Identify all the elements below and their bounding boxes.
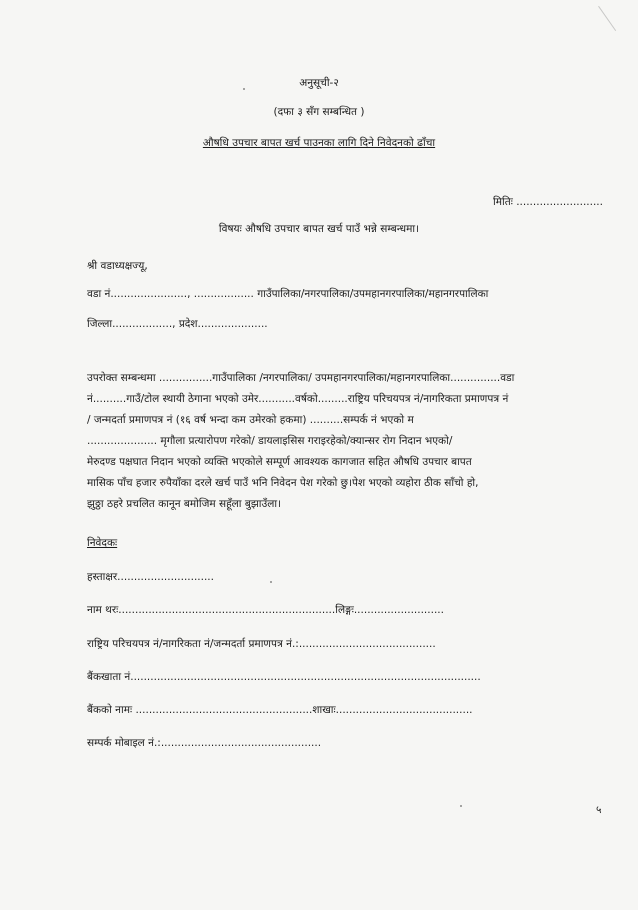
section-reference: (दफा ३ सँग सम्बन्धित ) — [273, 106, 365, 118]
date-line: मितिः .......................... — [493, 196, 603, 208]
mobile-line: सम्पर्क मोबाइल नं.:................................................ — [87, 737, 322, 749]
subject-line: विषयः औषधि उपचार बापत खर्च पाउँ भन्ने सम्बन्धमा। — [218, 223, 420, 235]
body-line: उपरोक्त सम्बन्धमा ................गाउँपालिका /नगरपालिका/ उपमहानगरपालिका/महानगरपालिका...............वडा — [87, 372, 515, 384]
signature-line: हस्ताक्षर............................. — [87, 571, 214, 583]
scan-speck — [243, 88, 245, 90]
salutation: श्री वडाध्यक्षज्यू, — [87, 260, 148, 272]
name-gender-line: नाम थरः.................................................................लिङ्गः........................... — [87, 604, 444, 616]
schedule-heading: अनुसूची-२ — [299, 77, 339, 89]
body-line: झुठ्ठा ठहरे प्रचलित कानून बमोजिम सहूँला बुझाउँला। — [87, 498, 282, 510]
applicant-heading-text: निवेदकः — [87, 537, 118, 549]
body-line: नं..........गाउँ/टोल स्थायी ठेगाना भएको उमेर...........वर्षको.........राष्ट्रिय परिचयपत्र नं/नागरिकता प्रमाणपत्र नं — [87, 393, 509, 405]
page-corner-mark — [598, 0, 638, 31]
scan-speck — [460, 805, 462, 807]
body-line: / जन्मदर्ता प्रमाणपत्र नं (१६ वर्ष भन्दा कम उमेरको हकमा) ..........सम्पर्क नं भएको म — [87, 414, 414, 426]
applicant-heading — [87, 536, 117, 550]
form-title-text: औषधि उपचार बापत खर्च पाउनका लागि दिने निवेदनको ढाँचा — [202, 137, 436, 149]
scan-speck — [270, 581, 272, 583]
district-province-line: जिल्ला.................., प्रदेश..................... — [87, 318, 268, 330]
id-number-line: राष्ट्रिय परिचयपत्र नं/नागरिकता नं/जन्मदर्ता प्रमाणपत्र नं.:......................................... — [87, 638, 436, 650]
page-number: ५ — [596, 804, 602, 816]
body-line: मासिक पाँच हजार रुपैयाँका दरले खर्च पाउँ भनि निवेदन पेश गरेको छु।पेश भएको व्यहोरा ठीक साँचो हो, — [87, 477, 479, 489]
bank-account-line: बैंकखाता नं......................................................................................................... — [87, 671, 481, 683]
application-body — [87, 368, 606, 515]
ward-address-line: वडा नं......................., .................. गाउँपालिका/नगरपालिका/उपमहानगरपालिका/महानगरपालिका — [87, 288, 489, 300]
bank-name-branch-line: बैंकको नामः .....................................................शाखाः......................................... — [87, 704, 473, 716]
body-line: ..................... मृगौला प्रत्यारोपण गरेको/ डायलाइसिस गराइरहेको/क्यान्सर रोग निदान भएको/ — [87, 435, 453, 447]
body-line: मेरुदण्ड पक्षघात निदान भएको व्यक्ति भएकोले सम्पूर्ण आवश्यक कागजात सहित औषधि उपचार बापत — [87, 456, 472, 468]
form-title — [0, 136, 638, 150]
